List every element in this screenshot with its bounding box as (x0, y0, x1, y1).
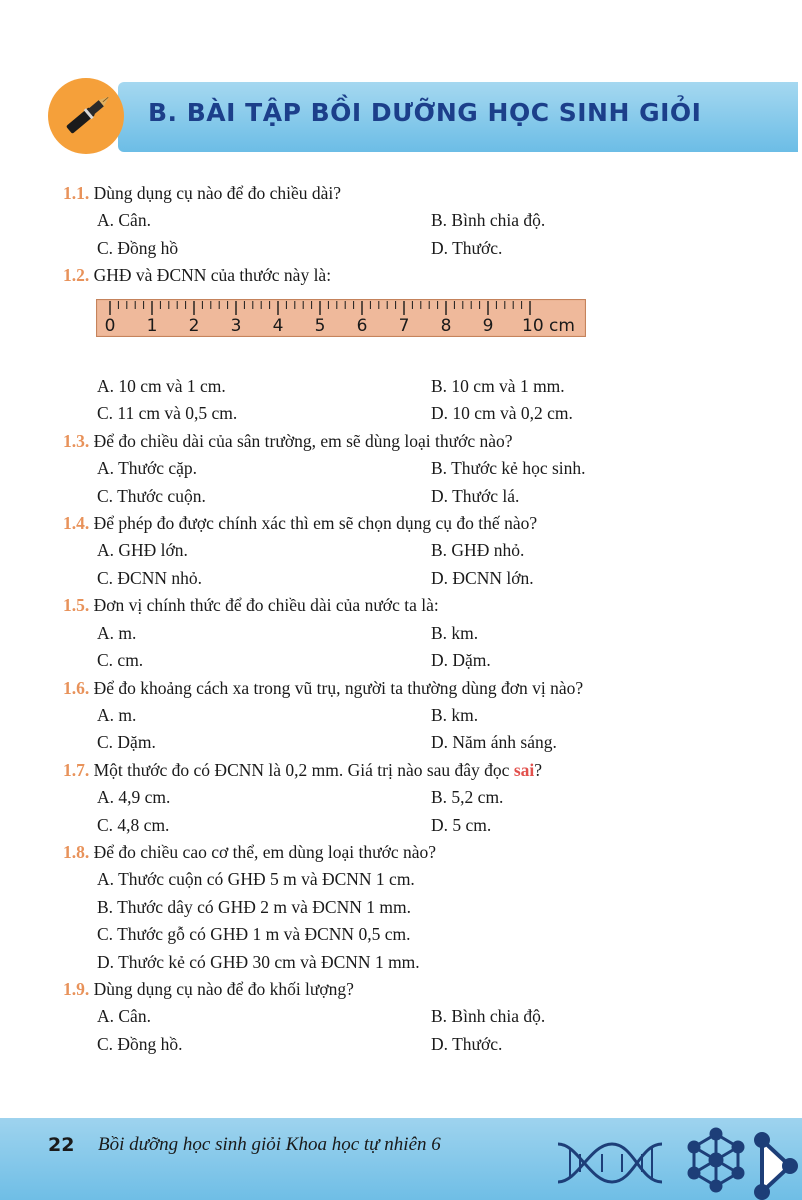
question-stem: Một thước đo có ĐCNN là 0,2 mm. Giá trị nào sau đây đọc (93, 759, 514, 780)
option-c: C. 4,8 cm. (97, 814, 170, 835)
ruler-label: 9 (482, 315, 494, 336)
option-d: D. ĐCNN lớn. (431, 567, 534, 588)
options-grid (63, 620, 763, 675)
option-b: B. 5,2 cm. (431, 787, 504, 808)
option-c: C. 11 cm và 0,5 cm. (97, 403, 238, 424)
option-a: A. Cân. (97, 210, 151, 231)
option-c: C. ĐCNN nhỏ. (97, 567, 203, 588)
option-b: B. Bình chia độ. (431, 1006, 546, 1027)
question-text (63, 180, 763, 207)
question-block (63, 428, 763, 510)
page-footer (0, 1096, 802, 1200)
dna-icon (558, 1144, 662, 1182)
option-c: C. Thước cuộn. (97, 485, 206, 506)
footer-icons (550, 1126, 802, 1200)
question-text (63, 839, 763, 866)
question-stem: GHĐ và ĐCNN của thước này là: (93, 265, 332, 286)
question-number: 1.7. (63, 759, 90, 780)
ruler-label: 1 (146, 315, 158, 336)
options-grid (63, 207, 763, 262)
ruler-label: 8 (440, 315, 452, 336)
question-number: 1.4. (63, 513, 90, 534)
option-c: C. Đồng hồ (97, 237, 179, 258)
option-c: C. Đồng hồ. (97, 1033, 183, 1054)
question-block (63, 976, 763, 1058)
question-text (63, 428, 763, 455)
ruler-label: 2 (188, 315, 200, 336)
ruler-label: 5 (314, 315, 326, 336)
option-a: A. Thước cuộn có GHĐ 5 m và ĐCNN 1 cm. (97, 869, 415, 890)
question-stem: Để đo khoảng cách xa trong vũ trụ, người ta thường dùng đơn vị nào? (93, 677, 584, 698)
option-c: C. Dặm. (97, 732, 156, 753)
option-b: B. GHĐ nhỏ. (431, 540, 525, 561)
question-stem: Dùng dụng cụ nào để đo chiều dài? (93, 183, 341, 203)
question-stem: Dùng dụng cụ nào để đo khối lượng? (93, 978, 354, 999)
option-d: D. Thước lá. (431, 485, 520, 506)
option-b: B. 10 cm và 1 mm. (431, 376, 565, 397)
question-stem: Để phép đo được chính xác thì em sẽ chọn dụng cụ đo thế nào? (93, 513, 538, 534)
option-d: D. 10 cm và 0,2 cm. (431, 403, 573, 424)
question-block (63, 757, 763, 839)
page-title: B. BÀI TẬP BỒI DƯỠNG HỌC SINH GIỎI (148, 98, 702, 127)
ruler-label: 0 (104, 315, 116, 336)
question-stem: Đơn vị chính thức để đo chiều dài của nước ta là: (93, 595, 439, 616)
question-list (63, 180, 763, 1058)
option-d: D. Thước kẻ có GHĐ 30 cm và ĐCNN 1 mm. (97, 951, 420, 972)
ruler-label: 3 (230, 315, 242, 336)
ruler-label: 6 (356, 315, 368, 336)
option-d: D. Thước. (431, 1033, 503, 1054)
molecule-icon (689, 1129, 743, 1191)
option-a: A. 10 cm và 1 cm. (97, 376, 226, 397)
page-number: 22 (48, 1134, 75, 1156)
option-c: C. cm. (97, 650, 144, 671)
option-a: A. m. (97, 622, 137, 643)
book-title: Bồi dưỡng học sinh giỏi Khoa học tự nhiên 6 (98, 1134, 441, 1155)
question-number: 1.5. (63, 595, 90, 616)
option-a: A. Thước cặp. (97, 458, 198, 479)
question-number: 1.3. (63, 430, 90, 451)
question-number: 1.1. (63, 183, 90, 203)
option-a: A. 4,9 cm. (97, 787, 171, 808)
option-a: A. GHĐ lớn. (97, 540, 188, 561)
question-stem: Để đo chiều cao cơ thể, em dùng loại thước nào? (93, 841, 437, 862)
triangle-molecule-icon (756, 1134, 796, 1198)
option-b: B. Bình chia độ. (431, 210, 546, 231)
question-number: 1.8. (63, 841, 90, 862)
option-b: B. Thước kẻ học sinh. (431, 458, 586, 479)
question-block (63, 839, 763, 976)
ruler-label: 4 (272, 315, 284, 336)
question-number: 1.2. (63, 265, 90, 286)
question-block (63, 510, 763, 592)
question-block (63, 592, 763, 674)
question-stem-end: ? (534, 759, 543, 780)
question-block (63, 675, 763, 757)
option-b: B. km. (431, 622, 479, 643)
highlight-word: sai (513, 759, 535, 780)
question-text (63, 592, 763, 619)
question-text (63, 976, 763, 1003)
option-a: A. Cân. (97, 1006, 151, 1027)
pen-icon (48, 78, 124, 154)
question-block (63, 180, 763, 262)
question-text (63, 675, 763, 702)
question-text (63, 757, 763, 784)
option-b: B. km. (431, 704, 479, 725)
question-text (63, 510, 763, 537)
question-text (63, 262, 763, 289)
option-d: D. 5 cm. (431, 814, 492, 835)
ruler-label: 10 cm (522, 315, 575, 336)
options-grid (63, 455, 763, 510)
ruler-body (97, 299, 586, 336)
ruler-label: 7 (398, 315, 410, 336)
option-d: D. Dặm. (431, 650, 491, 671)
options-grid (63, 1003, 763, 1058)
ruler-image (96, 299, 586, 337)
question-number: 1.9. (63, 978, 90, 999)
question-number: 1.6. (63, 677, 90, 698)
option-c: C. Thước gỗ có GHĐ 1 m và ĐCNN 0,5 cm. (97, 924, 411, 945)
question-stem: Để đo chiều dài của sân trường, em sẽ dùng loại thước nào? (93, 430, 513, 451)
options-grid (63, 373, 763, 428)
options-list (63, 866, 763, 976)
options-grid (63, 784, 763, 839)
option-d: D. Thước. (431, 237, 503, 258)
option-b: B. Thước dây có GHĐ 2 m và ĐCNN 1 mm. (97, 896, 411, 917)
option-d: D. Năm ánh sáng. (431, 732, 557, 753)
question-block (63, 262, 763, 428)
section-header (48, 78, 790, 156)
options-grid (63, 537, 763, 592)
option-a: A. m. (97, 704, 137, 725)
options-grid (63, 702, 763, 757)
